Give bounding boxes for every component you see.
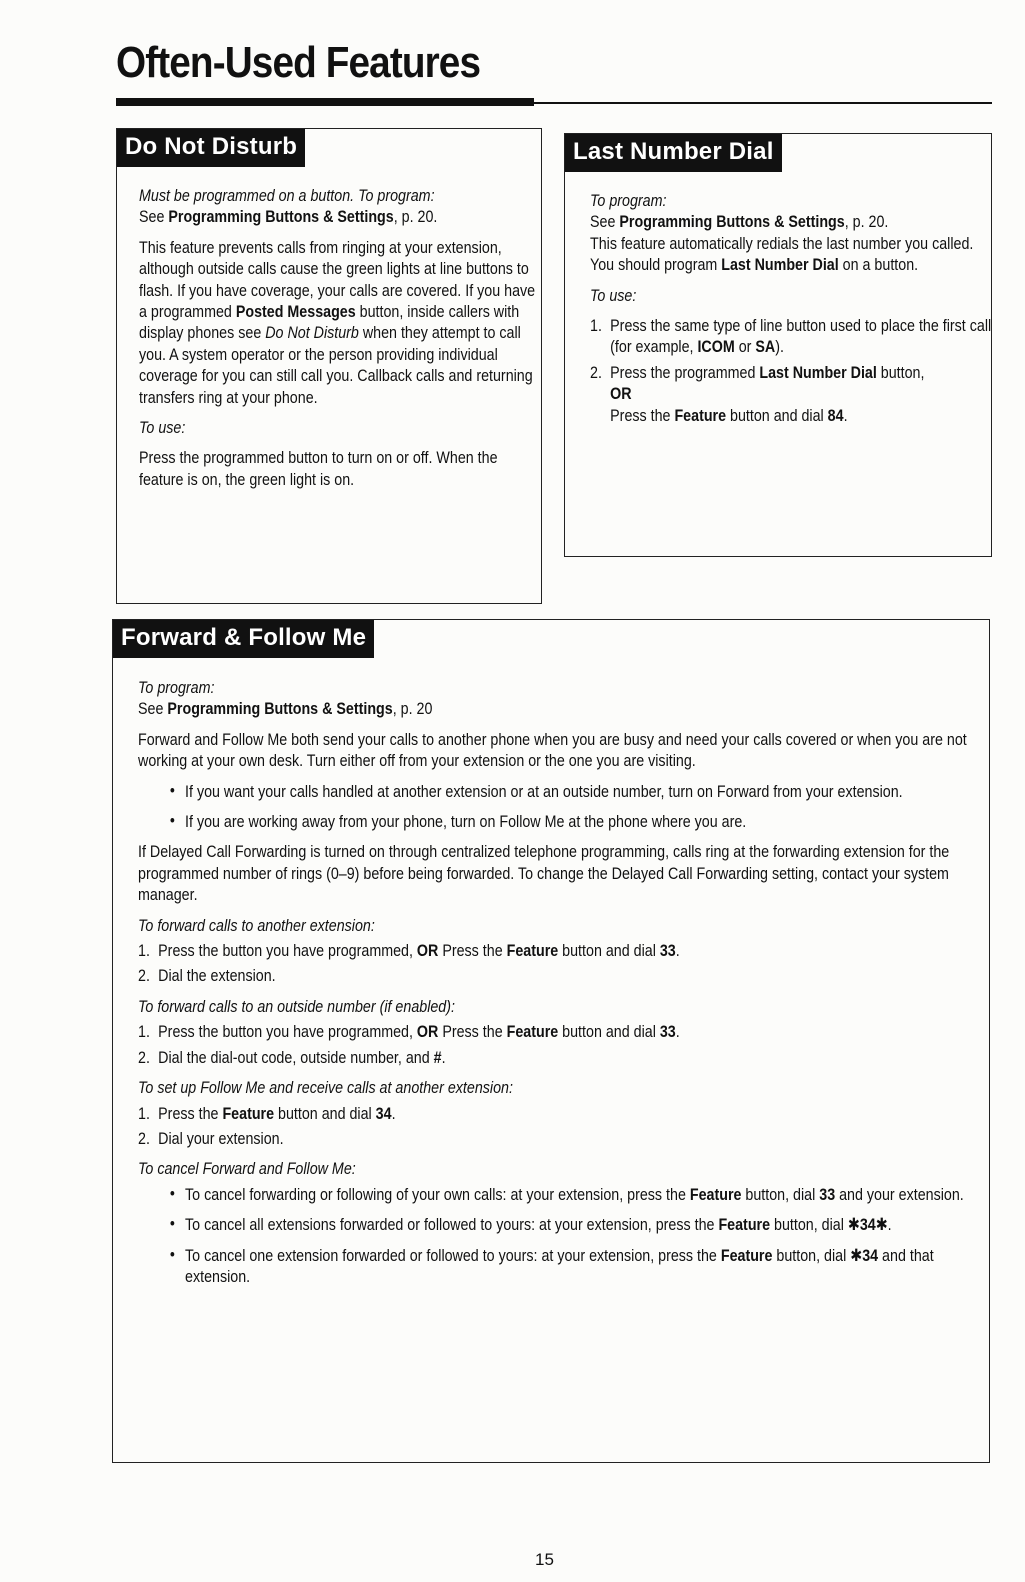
list-item: 1. Press the button you have programmed, OR Press the Feature button and dial 33. xyxy=(138,1022,680,1042)
lnd-to-use: To use: xyxy=(590,285,637,305)
dnd-to-use: To use: xyxy=(139,418,186,438)
list-item: 1. Press the same type of line button used to place the first call (for example, ICOM or SA). xyxy=(590,316,992,357)
forward-follow-me-content xyxy=(138,677,978,1287)
page-number: 15 xyxy=(535,1550,554,1569)
ffm-cancel-bullets xyxy=(138,1184,978,1288)
ffm-heading-cancel: To cancel Forward and Follow Me: xyxy=(138,1159,356,1179)
dnd-description: This feature prevents calls from ringing at your extension, although outside calls cause the green lights at line buttons to flash. If you have coverage, your calls are covered. If you have a programmed Posted Messages button, inside callers with display phones see Do Not Disturb when they attempt to call you. A system operator or the person providing individual coverage for you can still call you. Callback calls and returning transfers ring at your phone. xyxy=(139,237,536,407)
list-item: • To cancel forwarding or following of your own calls: at your extension, press the Feature button, dial 33 and your extension. xyxy=(169,1183,964,1204)
ffm-follow-me-steps xyxy=(138,1103,978,1150)
lnd-steps xyxy=(590,315,993,426)
list-item: 1. Press the button you have programmed, OR Press the Feature button and dial 33. xyxy=(138,941,680,961)
lnd-description: This feature automatically redials the last number you called. You should program Last Number Dial on a button. xyxy=(590,233,974,275)
ffm-intro: Forward and Follow Me both send your calls to another phone when you are busy and need your calls covered or when you are not working at your own desk. Turn either off from your extension or the one you are visiting. xyxy=(138,729,967,771)
lnd-see-reference: See Programming Buttons & Settings, p. 20. xyxy=(590,212,889,232)
list-item: • To cancel all extensions forwarded or followed to yours: at your extension, press the Feature button, dial ✱34✱. xyxy=(169,1214,892,1235)
ffm-heading-forward-extension: To forward calls to another extension: xyxy=(138,915,375,935)
ffm-heading-forward-outside: To forward calls to an outside number (if enabled): xyxy=(138,996,455,1016)
do-not-disturb-content xyxy=(139,185,546,490)
dnd-see-link[interactable]: Programming Buttons & Settings xyxy=(168,207,394,227)
ffm-delayed-forwarding: If Delayed Call Forwarding is turned on through centralized telephone programming, calls ring at the forwarding extension for the programmed number of rings (0–9) before being forwarded. To change the Delayed Call Forwarding setting, contact your system manager. xyxy=(138,842,950,905)
ffm-see-link[interactable]: Programming Buttons & Settings xyxy=(167,699,393,719)
ffm-to-program: To program: xyxy=(138,678,215,697)
forward-follow-me-section xyxy=(112,619,990,1463)
do-not-disturb-section xyxy=(116,128,542,604)
list-item: • To cancel one extension forwarded or followed to yours: at your extension, press the Feature button, dial ✱34 and that extension. xyxy=(169,1244,934,1286)
title-rule-line xyxy=(534,102,992,104)
list-item: • If you are working away from your phone, turn on Follow Me at the phone where you are. xyxy=(169,811,747,832)
forward-follow-me-heading: Forward & Follow Me xyxy=(113,620,374,658)
list-item: 2. Dial the extension. xyxy=(138,966,276,986)
lnd-see-link[interactable]: Programming Buttons & Settings xyxy=(619,212,845,232)
title-rule xyxy=(116,98,534,106)
last-number-dial-heading: Last Number Dial xyxy=(565,134,782,172)
last-number-dial-section xyxy=(564,133,992,557)
dnd-see-reference: See Programming Buttons & Settings, p. 20. xyxy=(139,207,438,227)
list-item: 2. Dial the dial-out code, outside number, and #. xyxy=(138,1047,446,1067)
lnd-to-program: To program: xyxy=(590,191,667,210)
dnd-use-text: Press the programmed button to turn on or off. When the feature is on, the green light is on. xyxy=(139,448,498,489)
ffm-forward-outside-steps xyxy=(138,1021,978,1068)
list-item: 1. Press the Feature button and dial 34. xyxy=(138,1103,396,1123)
do-not-disturb-heading: Do Not Disturb xyxy=(117,129,305,167)
ffm-forward-extension-steps xyxy=(138,940,978,987)
last-number-dial-content xyxy=(590,190,993,426)
list-item: • If you want your calls handled at another extension or at an outside number, turn on Forward from your extension. xyxy=(169,780,903,801)
list-item: 2. Dial your extension. xyxy=(138,1128,284,1148)
dnd-program-note: Must be programmed on a button. To program: xyxy=(139,186,435,205)
ffm-heading-follow-me: To set up Follow Me and receive calls at another extension: xyxy=(138,1078,513,1098)
ffm-see-reference: See Programming Buttons & Settings, p. 20 xyxy=(138,699,433,719)
page-title: Often-Used Features xyxy=(116,38,481,87)
ffm-bullets xyxy=(138,781,978,833)
list-item: 2. Press the programmed Last Number Dial button, OR Press the Feature button and dial 84. xyxy=(590,362,925,425)
